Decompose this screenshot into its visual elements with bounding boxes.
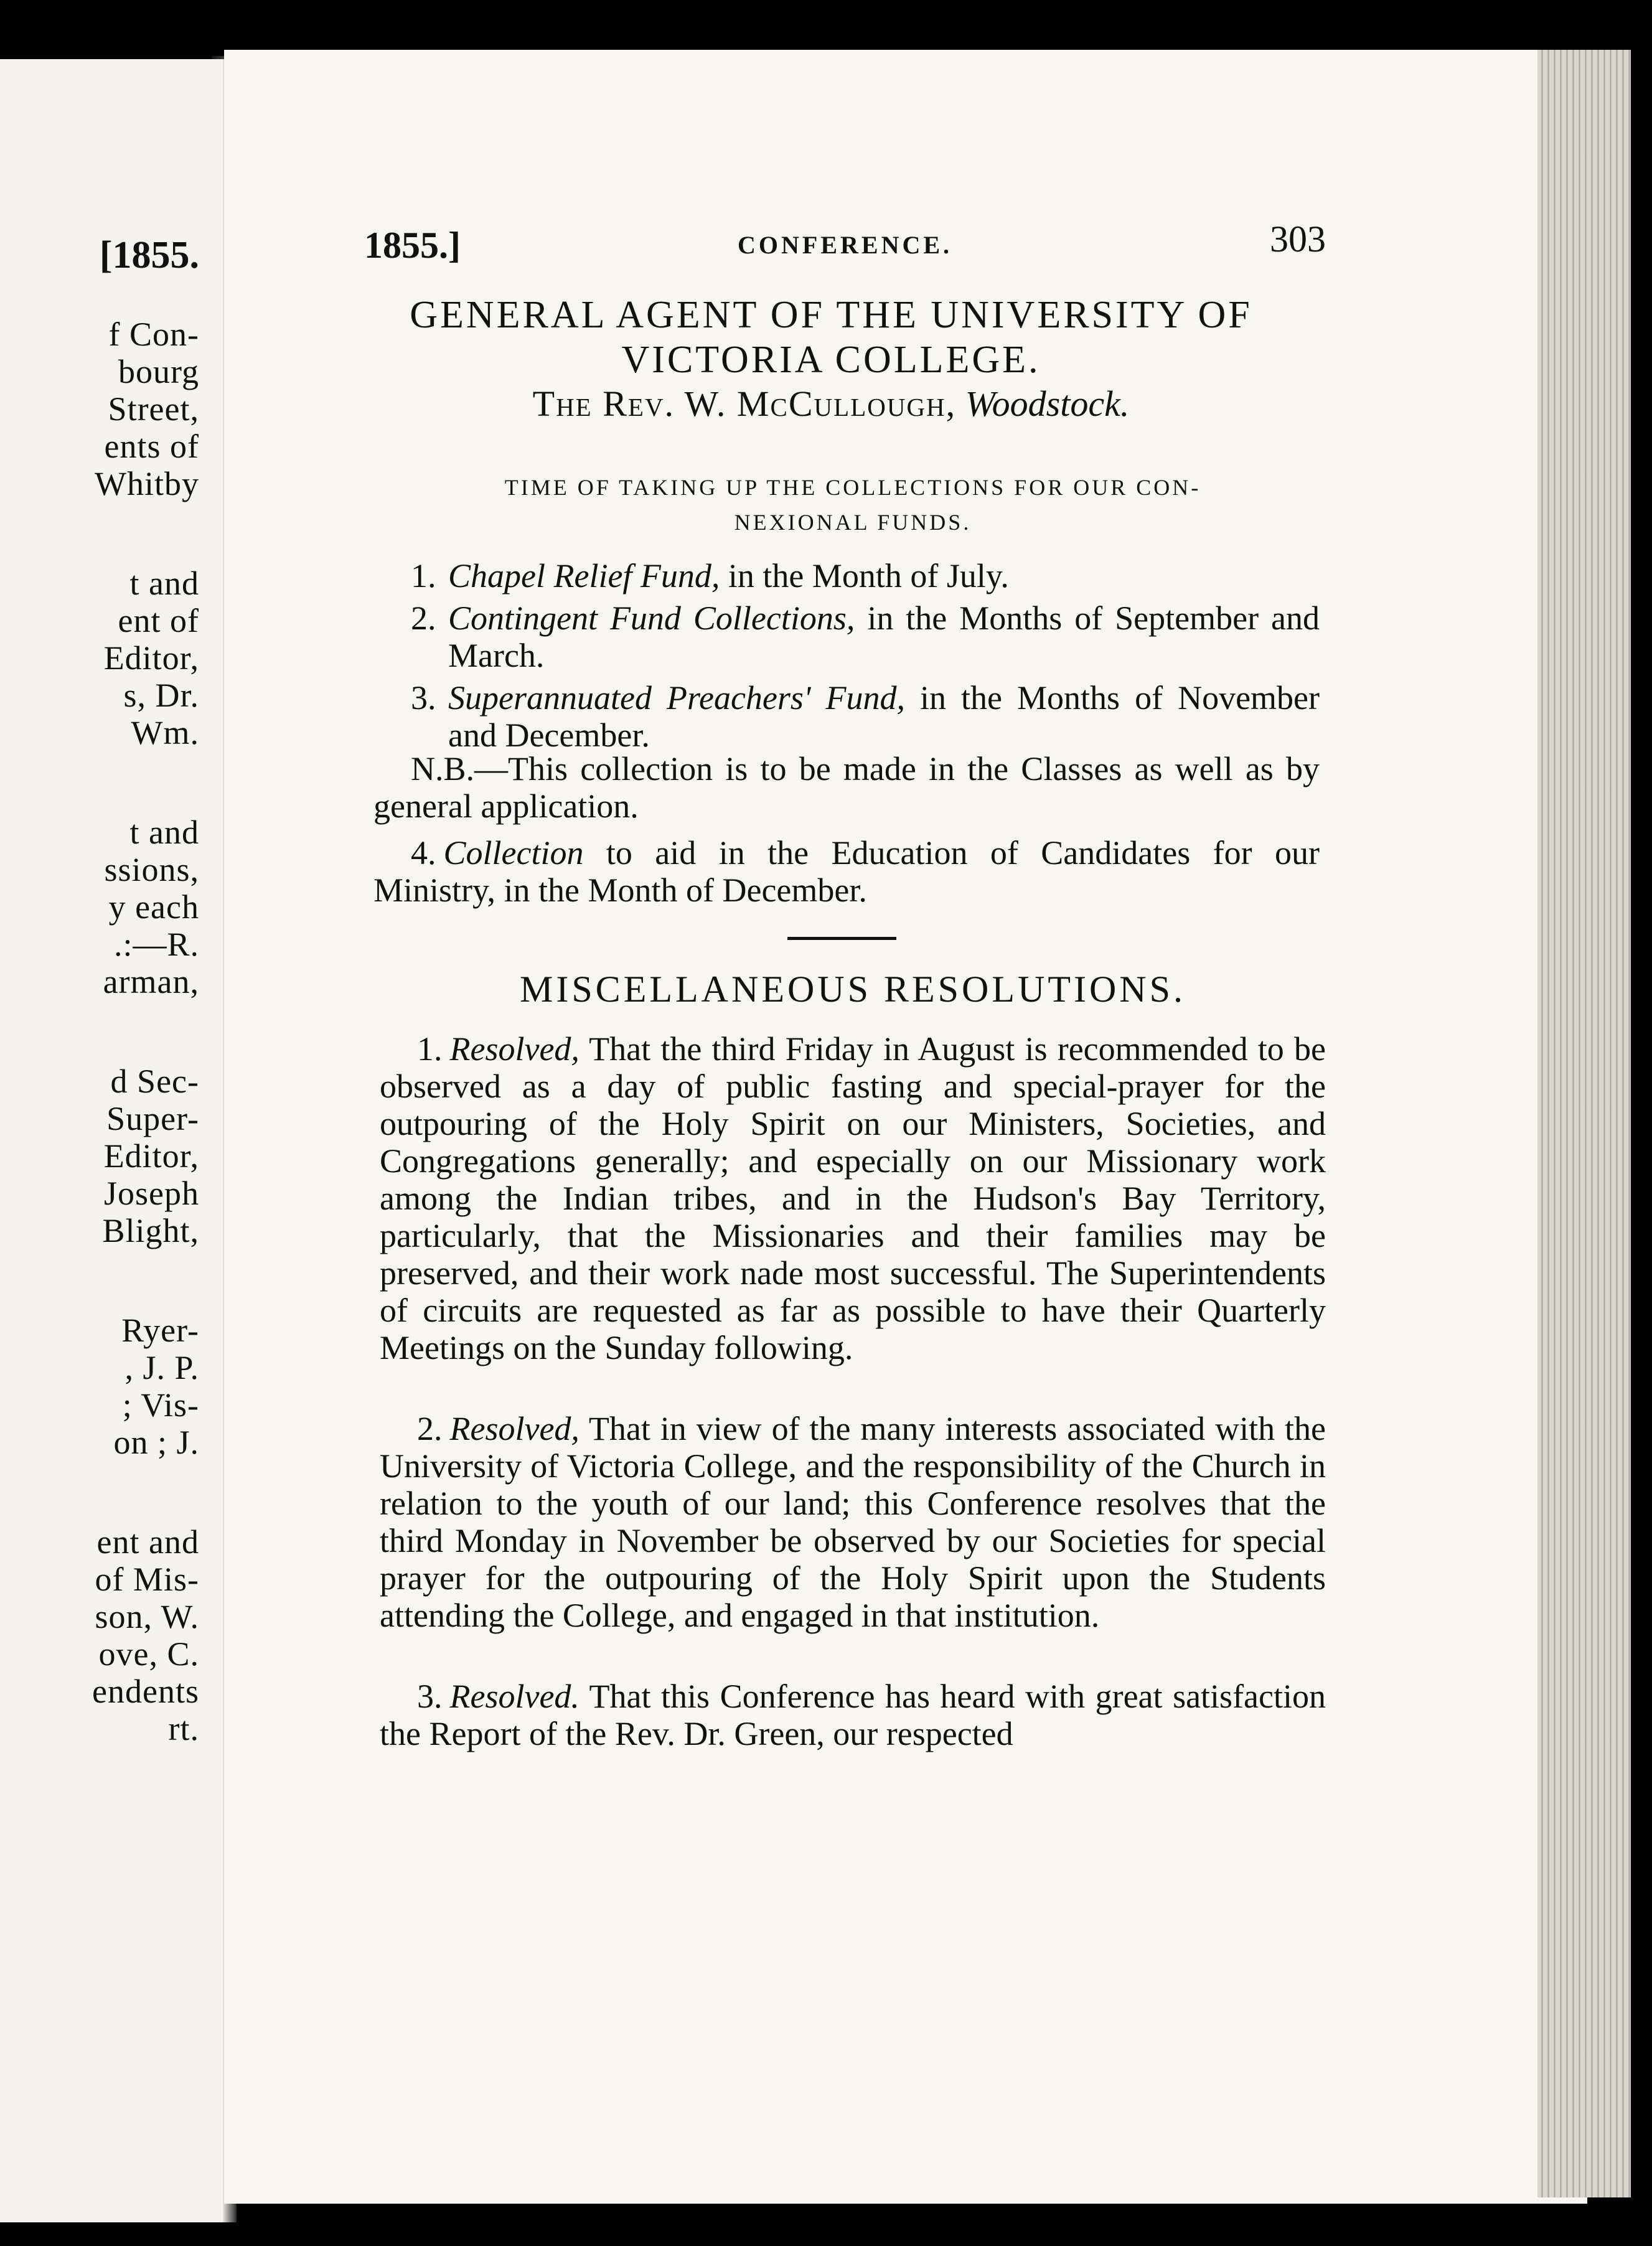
left-page-fragment: Joseph <box>104 1175 199 1212</box>
left-page-fragment: of Mis- <box>95 1561 199 1598</box>
collection-4-label: Collection <box>443 834 584 872</box>
left-page-fragment: .:—R. <box>113 926 199 963</box>
collection-number: 3. <box>411 679 436 717</box>
left-page-fragment: Editor, <box>103 639 199 677</box>
left-page-fragment: Wm. <box>131 714 199 751</box>
agent-name: The Rev. W. McCullough, <box>532 383 957 424</box>
resolution-1 <box>380 1030 1326 1366</box>
left-page-fragment: f Con- <box>108 316 199 353</box>
collections-heading-line-1: TIME OF TAKING UP THE COLLECTIONS FOR OUR CON- <box>504 475 1201 500</box>
collection-number: 1. <box>411 557 436 594</box>
left-page-fragment: y each <box>108 888 199 926</box>
agent-heading-line-2: VICTORIA COLLEGE. <box>621 339 1041 381</box>
left-page-fragment: son, W. <box>95 1598 199 1635</box>
left-page-fragment: on ; J. <box>113 1424 199 1461</box>
resolution-number: 3. <box>417 1678 443 1715</box>
collection-item <box>373 599 1320 674</box>
left-page-fragment: Editor, <box>103 1137 199 1175</box>
left-page-fragment: Super- <box>106 1100 199 1137</box>
resolution-text: That this Conference has heard with great satisfaction the Report of the Rev. Dr. Green, our respected <box>380 1678 1326 1752</box>
header-year: 1855.] <box>364 225 461 266</box>
left-page-fragment: endents <box>92 1673 199 1710</box>
collections-heading <box>423 470 1282 540</box>
collections-heading-line-2: NEXIONAL FUNDS. <box>734 510 972 535</box>
left-page-fragment: Whitby <box>95 465 199 502</box>
collection-fund: Superannuated Preachers' Fund, <box>448 679 905 717</box>
left-page-fragment: bourg <box>118 353 199 390</box>
misc-heading: MISCELLANEOUS RESOLUTIONS. <box>519 969 1186 1010</box>
left-page-fragment: , J. P. <box>124 1349 199 1386</box>
resolution-label: Resolved. <box>449 1678 580 1715</box>
left-page-fragment: Ryer- <box>121 1312 199 1349</box>
left-page <box>0 59 237 2222</box>
resolution-3 <box>380 1678 1326 1752</box>
collection-text: in the Month of July. <box>720 557 1009 594</box>
left-page-fragment: ; Vis- <box>122 1386 199 1424</box>
page-edges <box>1537 50 1631 2197</box>
agent-heading <box>373 293 1288 382</box>
agent-heading-line-1: GENERAL AGENT OF THE UNIVERSITY OF <box>410 294 1252 336</box>
left-page-fragment: t and <box>129 565 199 602</box>
nb-note: N.B.—This collection is to be made in the Classes as well as by general application. <box>373 750 1320 825</box>
left-page-fragment: d Sec- <box>110 1063 199 1100</box>
resolution-label: Resolved, <box>449 1030 580 1068</box>
left-page-fragment: s, Dr. <box>123 677 199 714</box>
collection-fund: Contingent Fund Collections, <box>448 599 855 637</box>
left-page-fragment: arman, <box>103 963 199 1000</box>
collection-item <box>373 679 1320 754</box>
collection-number: 2. <box>411 599 436 637</box>
resolution-number: 1. <box>417 1030 443 1068</box>
agent-line <box>373 383 1288 425</box>
collection-item <box>373 557 1320 594</box>
resolution-2 <box>380 1410 1326 1634</box>
left-page-fragment: ssions, <box>104 851 199 888</box>
collection-text: in the Months of September and March. <box>448 599 1320 674</box>
collection-fund: Chapel Relief Fund, <box>448 557 720 594</box>
left-page-fragment: Blight, <box>102 1212 199 1249</box>
left-page-fragment: rt. <box>168 1710 199 1747</box>
section-divider <box>787 937 896 940</box>
left-page-fragment: ove, C. <box>98 1635 199 1673</box>
left-page-fragment: ent of <box>118 602 199 639</box>
collection-4 <box>373 834 1320 909</box>
page-number: 303 <box>1270 218 1326 260</box>
running-header <box>364 218 1326 274</box>
header-title: CONFERENCE. <box>738 231 953 259</box>
resolution-text: That the third Friday in August is recommended to be observed as a day of public fasting and special-prayer for the outpouring of the Holy Spirit on our Ministers, Societies, and Congregations generally; and especially on our Missionary work among the Indian tribes, and in the Hudson's Bay Territory, particularly, that the Missionaries and their families may be preserved, and their work nade most successful. The Superintendents of circuits are requested as far as possible to have their Quarterly Meetings on the Sunday following. <box>380 1030 1326 1366</box>
left-page-fragment: Street, <box>108 390 199 428</box>
collection-4-text: to aid in the Education of Candidates for our Ministry, in the Month of December. <box>373 834 1320 909</box>
agent-place: Woodstock. <box>965 383 1130 424</box>
resolution-label: Resolved, <box>449 1410 580 1447</box>
collections-list <box>373 557 1320 759</box>
left-page-fragment: ent and <box>96 1523 199 1561</box>
left-page-fragment: ents of <box>104 428 199 465</box>
resolution-text: That in view of the many interests associated with the University of Victoria College, and the responsibility of the Church in relation to the youth of our land; this Conference resolves that the third Monday in November be observed by our Societies for special prayer for the outpouring of the Holy Spirit upon the Students attending the College, and engaged in that institution. <box>380 1410 1326 1634</box>
left-page-fragment: t and <box>129 814 199 851</box>
collection-text: in the Months of November and December. <box>448 679 1320 754</box>
resolution-number: 2. <box>417 1410 443 1447</box>
left-page-header: [1855. <box>99 234 199 276</box>
collection-4-number: 4. <box>411 834 436 872</box>
